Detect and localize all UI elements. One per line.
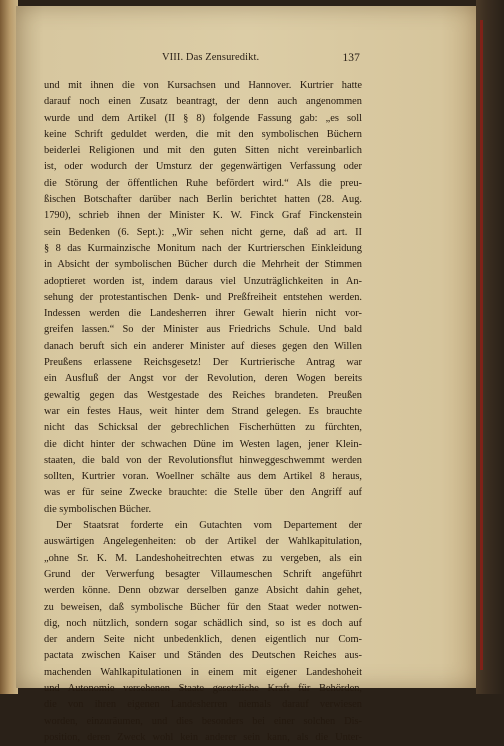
text-line: darauf noch einen Zusatz beantragt, der denn auch angenommen — [44, 96, 362, 108]
text-line: die symbolischen Bücher. — [44, 503, 152, 515]
running-head — [54, 52, 360, 64]
chapter-title: VIII. Das Zensuredikt. — [162, 52, 260, 63]
text-line: „ohne Sr. K. M. Landeshoheitrechten etwas zu vergeben, als ein — [44, 552, 362, 564]
text-line: werden könne. Denn obzwar derselben ganze Absicht dahin gehet, — [44, 585, 362, 597]
text-line: Preußens erlassene Reichsgesetz! Der Kurtrierische Antrag war — [44, 357, 362, 369]
text-line: und Autonomie versehenen Staate gesetzliche Kraft für Behörden, — [44, 682, 362, 694]
text-line: Indessen werden die Landesherren ihrer Gewalt hierin nicht vor- — [44, 308, 362, 320]
text-line: was er für seine Zwecke brauchte: die Stelle über den Angriff auf — [44, 487, 362, 499]
text-line: wurde und dem Artikel (II § 8) folgende Fassung gab: „es soll — [44, 112, 362, 124]
page-number: 137 — [342, 52, 360, 64]
text-line: und mit ihnen die von Kursachsen und Hannover. Kurtrier hatte — [44, 80, 362, 91]
text-line: sehung der protestantischen Denk- und Preßfreiheit entstehen werden. — [44, 291, 362, 303]
text-line: § 8 das Kurmainzische Monitum nach der Kurtrierschen Einkleidung — [44, 242, 362, 254]
text-line: sollten, Kurtrier voran. Woellner schälte aus dem Artikel 8 heraus, — [44, 471, 362, 483]
text-line: pactata zwischen Kaiser und Ständen des Deutschen Reiches aus- — [44, 650, 362, 662]
text-line: die dicht hinter der schwachen Düne im Westen lagen, jener Klein- — [44, 438, 362, 450]
text-line: adoptieret worden ist, indem daraus viel Unzuträglichkeiten in An- — [44, 275, 362, 287]
text-line: ist, oder wodurch der Umsturz der gegenwärtigen Verfassung oder — [44, 161, 362, 173]
text-line: war ein festes Haus, weit hinter dem Strand gelegen. Es brauchte — [44, 405, 362, 417]
text-line: ßischen Botschafter darüber nach Berlin berichtet hatten (28. Aug. — [44, 194, 362, 206]
text-line: position, deren Zweck wohl kein anderer sein kann, als die Unter- — [44, 731, 362, 743]
text-line: zu beweisen, daß symbolische Bücher für den Staat weder notwen- — [44, 601, 362, 613]
text-line: in Absicht der symbolischen Bücher durch die Mehrheit der Stimmen — [44, 259, 362, 271]
text-line: staaten, die bald von der Revolutionsflut hinweggeschwemmt werden — [44, 454, 362, 466]
text-line: danach beruft sich ein anderer Minister auf dieses gegen den Willen — [44, 340, 362, 352]
text-line: greifen lassen.“ So der Minister aus Friedrichs Schule. Und bald — [44, 324, 362, 336]
text-line: dig, noch nützlich, sondern sogar schädlich sind, so ist es doch auf — [44, 617, 362, 629]
text-line: die von ihren eigenen Landesherren niemals darauf verwiesen — [44, 699, 362, 711]
text-line: nicht das Schicksal der gebrechlichen Fischerhütten zu fürchten, — [44, 422, 362, 434]
text-line: Der Staatsrat forderte ein Gutachten vom Departement der — [56, 520, 362, 532]
text-line: ein Ausfluß der Angst vor der Revolution, deren Wogen bereits — [44, 373, 362, 385]
body-text — [44, 78, 362, 746]
text-line: 1790), schrieb ihnen der Minister K. W. Finck Graf Finckenstein — [44, 210, 362, 222]
text-line: beiderlei Religionen und mit den guten Sitten nicht vereinbarlich — [44, 145, 362, 157]
book-edge-stripe — [480, 20, 483, 670]
text-line: worden, einzuräumen, und dies besonders bei einer solchen Dis- — [44, 715, 362, 727]
text-line: auswärtigen Angelegenheiten: ob der Artikel der Wahlkapitulation, — [44, 536, 362, 548]
text-line: die Störung der öffentlichen Ruhe befördert wird.“ Als die preu- — [44, 177, 362, 189]
text-line: der andern Seite nicht unbedenklich, denen eigentlich nur Com- — [44, 634, 362, 646]
book-edge — [476, 0, 504, 694]
text-line: Grund der Verwerfung besagter Villaumeschen Schrift angeführt — [44, 568, 362, 580]
text-line: machenden Wahlkapitulationen in einem mit eigener Landeshoheit — [44, 666, 362, 678]
text-line: sein Bedenken (6. Sept.): „Wir sehen nicht gerne, daß ad art. II — [44, 226, 362, 238]
text-line: gewaltig gegen das Westgestade des Reiches brandeten. Preußen — [44, 389, 362, 401]
text-line: keine Schrift geduldet werden, die mit den symbolischen Büchern — [44, 128, 362, 140]
